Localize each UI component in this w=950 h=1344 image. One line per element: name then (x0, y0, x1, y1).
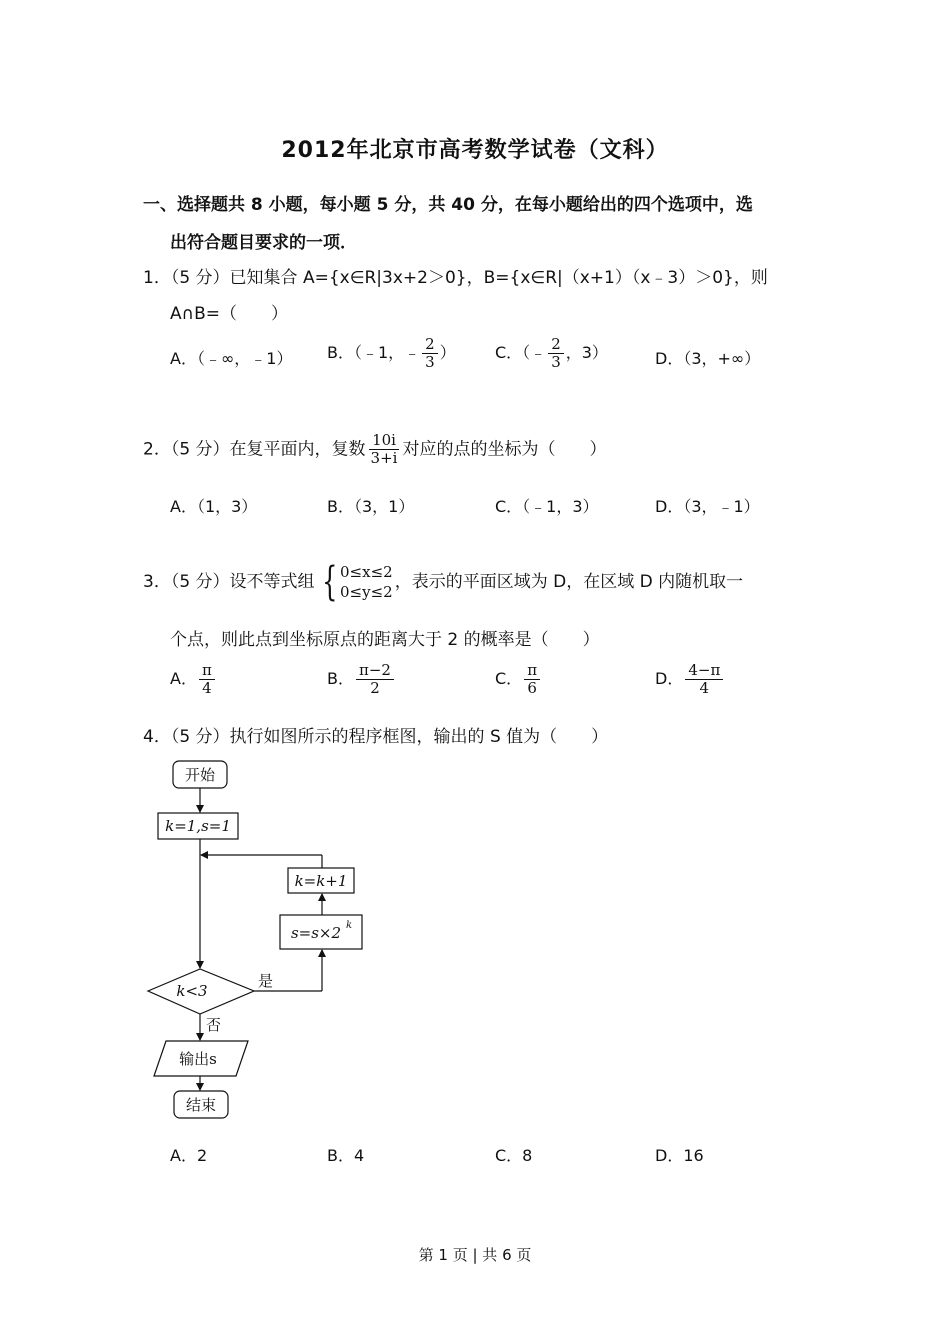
flowchart-init-label: k=1,s=1 (165, 817, 231, 835)
question-3-option-a: A． $\frac{\pi}{4}$ (170, 662, 217, 697)
flowchart-decision-label: k<3 (176, 982, 208, 1000)
section-heading-line1: 一、选择题共 8 小题，每小题 5 分，共 40 分，在每小题给出的四个选项中，选 (143, 195, 753, 215)
question-2-option-d: D．（3，﹣1） (655, 497, 760, 516)
question-3-option-c: C． $\frac{\pi}{6}$ (495, 662, 542, 697)
question-1-option-d: D．（3，+∞） (655, 349, 761, 368)
question-2-stem: 2．（5 分）在复平面内，复数 $\frac{10i}{3+i}$ 对应的点的坐标为（ ） (143, 431, 607, 467)
flowchart-exponent-label: k (346, 920, 353, 931)
question-4-option-b: B．4 (327, 1146, 365, 1165)
question-1-option-c: C．（﹣ $\frac{2}{3}$ ，3） (495, 335, 608, 371)
question-2-option-b: B．（3，1） (327, 497, 415, 516)
question-3-stem: 3．（5 分）设不等式组 { 0≤x≤2 0≤y≤2 ，表示的平面区域为 D，在区域 D 内随机取一 (143, 559, 744, 605)
question-3-option-d: D． $\frac{4-\pi}{4}$ (655, 662, 725, 697)
flowchart-start-label: 开始 (184, 766, 216, 784)
question-2-option-a: A．（1，3） (170, 497, 258, 516)
question-1-stem-line2: A∩B=（ ） (170, 304, 288, 324)
question-4-option-a: A．2 (170, 1146, 208, 1165)
question-4-stem: 4．（5 分）执行如图所示的程序框图，输出的 S 值为（ ） (143, 727, 609, 747)
flowchart-yes-label: 是 (258, 972, 274, 990)
question-3-option-b: B． $\frac{\pi-2}{2}$ (327, 662, 396, 697)
page-title: 2012年北京市高考数学试卷（文科） (281, 138, 669, 163)
flowchart-output-label: 输出s (179, 1050, 217, 1068)
question-4-option-c: C．8 (495, 1146, 533, 1165)
flowchart-update-s-label: s=s×2 (290, 924, 342, 942)
inequality-system: { 0≤x≤2 0≤y≤2 (321, 559, 393, 605)
flowchart-update-k-label: k=k+1 (294, 872, 348, 890)
question-3-stem-line2: 个点，则此点到坐标原点的距离大于 2 的概率是（ ） (170, 630, 600, 650)
flowchart (140, 755, 380, 1125)
flowchart-end-label: 结束 (185, 1096, 217, 1114)
question-1-option-b: B．（﹣1，﹣ $\frac{2}{3}$ ） (327, 335, 456, 371)
flowchart-no-label: 否 (206, 1016, 222, 1034)
page-footer: 第 1 页 | 共 6 页 (418, 1246, 532, 1264)
question-4-option-d: D．16 (655, 1146, 704, 1165)
question-2-option-c: C．（﹣1，3） (495, 497, 599, 516)
question-1-option-a: A．（﹣∞，﹣1） (170, 349, 293, 368)
question-1-stem: 1．（5 分）已知集合 A={x∈R|3x+2＞0}，B={x∈R|（x+1）（x﹣3）＞0}，则 (143, 268, 768, 288)
section-heading-line2: 出符合题目要求的一项． (170, 233, 357, 253)
